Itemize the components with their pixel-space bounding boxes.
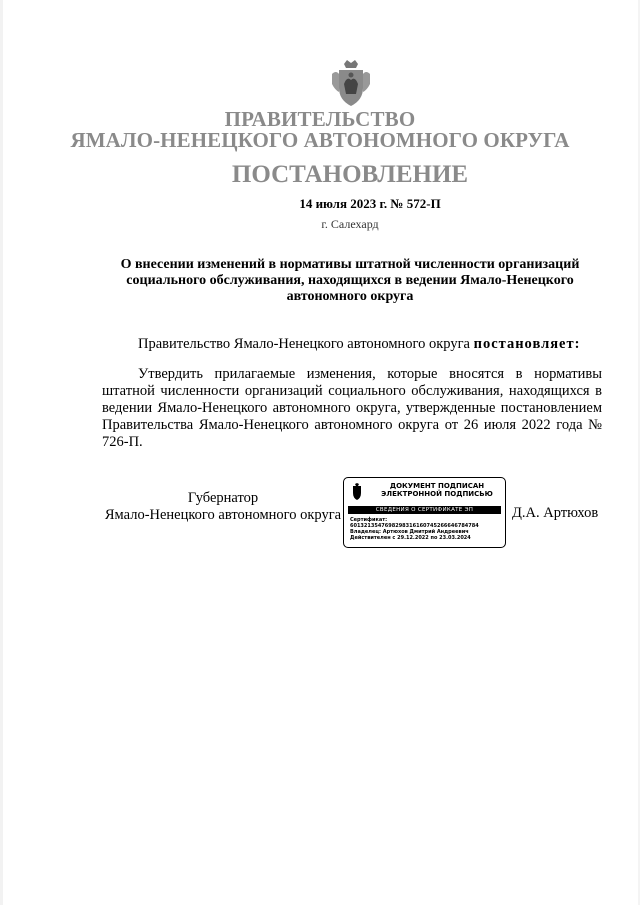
government-title-line1: ПРАВИТЕЛЬСТВО bbox=[224, 107, 416, 131]
document-subject: О внесении изменений в нормативы штатной численности организаций социального обслуживания, находящихся в ведении Ямало-Ненецкого автономного округа bbox=[120, 257, 580, 304]
stamp-heading bbox=[372, 482, 502, 498]
stamp-certificate-number: 6013213547698298316160745266646784784 bbox=[350, 523, 479, 529]
stamp-heading-line1: ДОКУМЕНТ ПОДПИСАН bbox=[389, 482, 485, 490]
stamp-certificate-label: Сертификат: bbox=[350, 517, 388, 523]
stamp-validity: Действителен с 29.12.2022 по 23.03.2024 bbox=[350, 535, 471, 541]
signatory-name: Д.А. Артюхов bbox=[512, 505, 599, 521]
stamp-bar: СВЕДЕНИЯ О СЕРТИФИКАТЕ ЭП bbox=[348, 506, 501, 514]
main-paragraph: Утвердить прилагаемые изменения, которые вносятся в нормативы штатной численности организаций социального обслуживания, находящихся в ведении Ямало-Ненецкого автономного округа, утвержденные постановлением Правительства Ямало-Ненецкого автономного округа от 26 июля 2022 года № 726-П. bbox=[102, 366, 602, 450]
signatory-title bbox=[103, 490, 343, 524]
government-title-line2: ЯМАЛО-НЕНЕЦКОГО АВТОНОМНОГО ОКРУГА bbox=[70, 128, 570, 152]
document-type: ПОСТАНОВЛЕНИЕ bbox=[231, 161, 469, 188]
document-city: г. Салехард bbox=[321, 217, 379, 231]
document-date-number: 14 июля 2023 г. № 572-П bbox=[299, 196, 441, 211]
stamp-emblem-icon bbox=[350, 483, 364, 501]
coat-of-arms-icon bbox=[330, 58, 372, 108]
signatory-title-line2: Ямало-Ненецкого автономного округа bbox=[104, 507, 342, 523]
stamp-owner: Владелец: Артюхов Дмитрий Андреевич bbox=[350, 529, 469, 535]
intro-text: Правительство Ямало-Ненецкого автономного округа bbox=[138, 336, 474, 352]
electronic-signature-stamp bbox=[343, 477, 506, 548]
intro-bold-text: постановляет: bbox=[473, 336, 581, 352]
stamp-heading-line2: ЭЛЕКТРОННОЙ ПОДПИСЬЮ bbox=[381, 490, 493, 498]
signatory-title-line1: Губернатор bbox=[187, 490, 259, 506]
intro-paragraph bbox=[138, 336, 580, 353]
